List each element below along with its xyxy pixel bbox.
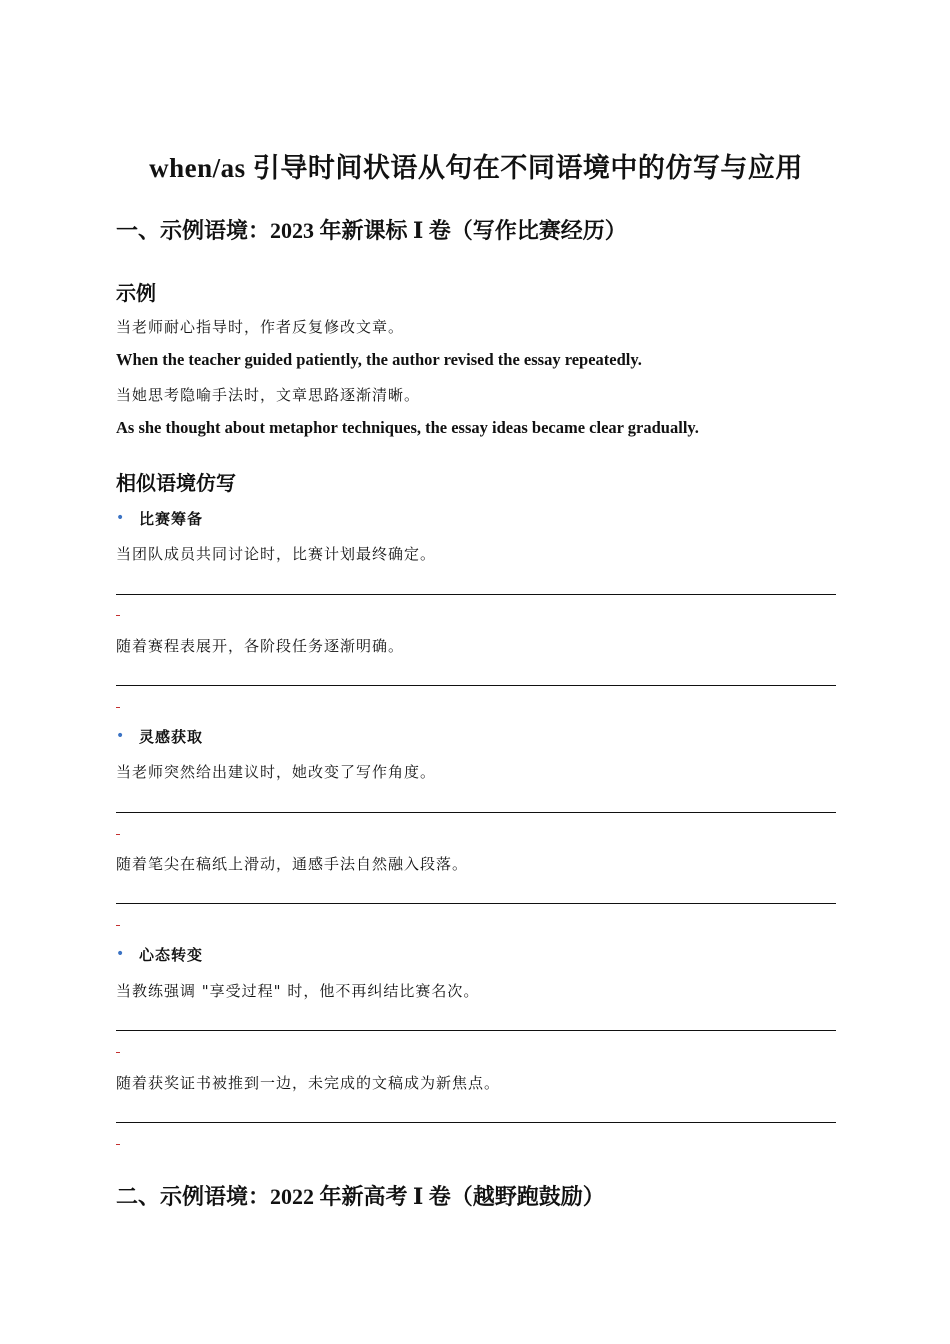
- bullet-dot-icon: •: [116, 728, 125, 744]
- answer-line-end-mark: [116, 1144, 120, 1145]
- practice-heading: 相似语境仿写: [116, 473, 236, 495]
- section1-heading: 一、示例语境：2023 年新课标 Ⅰ 卷（写作比赛经历）: [116, 218, 627, 243]
- answer-line-end-mark: [116, 1052, 120, 1053]
- group-bullet: [116, 726, 416, 748]
- answer-line-end-mark: [116, 834, 120, 835]
- group-label: 灵感获取: [139, 728, 204, 746]
- group-bullet: [116, 508, 416, 530]
- group-label: 心态转变: [139, 946, 204, 964]
- bullet-dot-icon: •: [116, 946, 125, 962]
- example-sentence-en: As she thought about metaphor techniques, the essay ideas became clear gradually.: [116, 418, 699, 437]
- answer-line[interactable]: [116, 685, 836, 686]
- answer-line-end-mark: [116, 925, 120, 926]
- bullet-dot-icon: •: [116, 510, 125, 526]
- practice-prompt: 随着笔尖在稿纸上滑动，通感手法自然融入段落。: [116, 855, 469, 873]
- group-bullet: [116, 944, 416, 966]
- answer-line-end-mark: [116, 615, 120, 616]
- answer-line[interactable]: [116, 812, 836, 813]
- practice-prompt: 当团队成员共同讨论时，比赛计划最终确定。: [116, 545, 437, 563]
- answer-line[interactable]: [116, 903, 836, 904]
- answer-line[interactable]: [116, 594, 836, 595]
- answer-line[interactable]: [116, 1030, 836, 1031]
- answer-line-end-mark: [116, 707, 120, 708]
- document-title: when/as 引导时间状语从句在不同语境中的仿写与应用: [149, 153, 803, 183]
- example-sentence-en: When the teacher guided patiently, the author revised the essay repeatedly.: [116, 350, 642, 369]
- section2-heading: 二、示例语境：2022 年新高考 Ⅰ 卷（越野跑鼓励）: [116, 1184, 605, 1209]
- answer-line[interactable]: [116, 1122, 836, 1123]
- practice-prompt: 随着赛程表展开，各阶段任务逐渐明确。: [116, 637, 405, 655]
- practice-prompt: 随着获奖证书被推到一边，未完成的文稿成为新焦点。: [116, 1074, 501, 1092]
- practice-prompt: 当教练强调 "享受过程" 时，他不再纠结比赛名次。: [116, 982, 480, 1000]
- example-sentence-zh: 当老师耐心指导时，作者反复修改文章。: [116, 318, 405, 336]
- practice-prompt: 当老师突然给出建议时，她改变了写作角度。: [116, 763, 437, 781]
- example-sentence-zh: 当她思考隐喻手法时，文章思路逐渐清晰。: [116, 386, 421, 404]
- group-label: 比赛筹备: [139, 510, 204, 528]
- example-heading: 示例: [116, 283, 156, 305]
